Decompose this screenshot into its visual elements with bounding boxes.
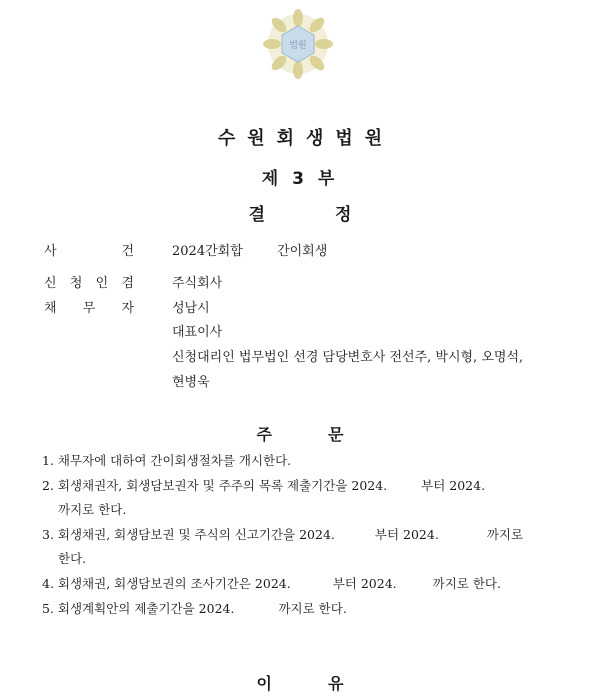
debtor-address: 성남시 [172, 301, 210, 316]
applicant-value: 주식회사 [172, 276, 223, 291]
emblem-text: 법원 [289, 41, 307, 51]
order-item-5: 5. 회생계획안의 제출기간을 2024. 까지로 한다. [42, 601, 347, 616]
legal-agent: 신청대리인 법무법인 선경 담당변호사 전선주, 박시형, 오명석, [172, 350, 524, 365]
case-label: 사 건 [44, 244, 134, 259]
case-value [172, 240, 327, 259]
division-title: 제 3 부 [261, 169, 339, 189]
legal-agent-continued: 현병욱 [172, 375, 210, 390]
debtor-label: 채 무 자 [44, 301, 134, 316]
case-number: 2024간회합 [172, 244, 243, 259]
order-item-3: 3. 회생채권, 회생담보권 및 주식의 신고기간을 2024. 부터 2024. 까지로 [42, 527, 524, 542]
order-item-3-continued: 한다. [58, 551, 87, 566]
order-item-2-continued: 까지로 한다. [58, 502, 127, 517]
order-item-1: 1. 채무자에 대하여 간이회생절차를 개시한다. [42, 453, 292, 468]
debtor-representative: 대표이사 [172, 325, 223, 340]
document-type-title: 결정 [248, 205, 422, 225]
case-type: 간이회생 [277, 244, 328, 259]
court-name: 수원회생법원 [217, 128, 395, 149]
order-item-2: 2. 회생채권자, 회생담보권자 및 주주의 목록 제출기간을 2024. 부터 2024. [42, 478, 486, 493]
reason-heading: 이유 [256, 674, 400, 693]
applicant-label: 신 청 인 겸 [44, 276, 134, 291]
order-heading: 주문 [256, 425, 400, 444]
order-item-4: 4. 회생채권, 회생담보권의 조사기간은 2024. 부터 2024. 까지로 한다. [42, 576, 501, 591]
court-emblem-icon [262, 8, 334, 80]
